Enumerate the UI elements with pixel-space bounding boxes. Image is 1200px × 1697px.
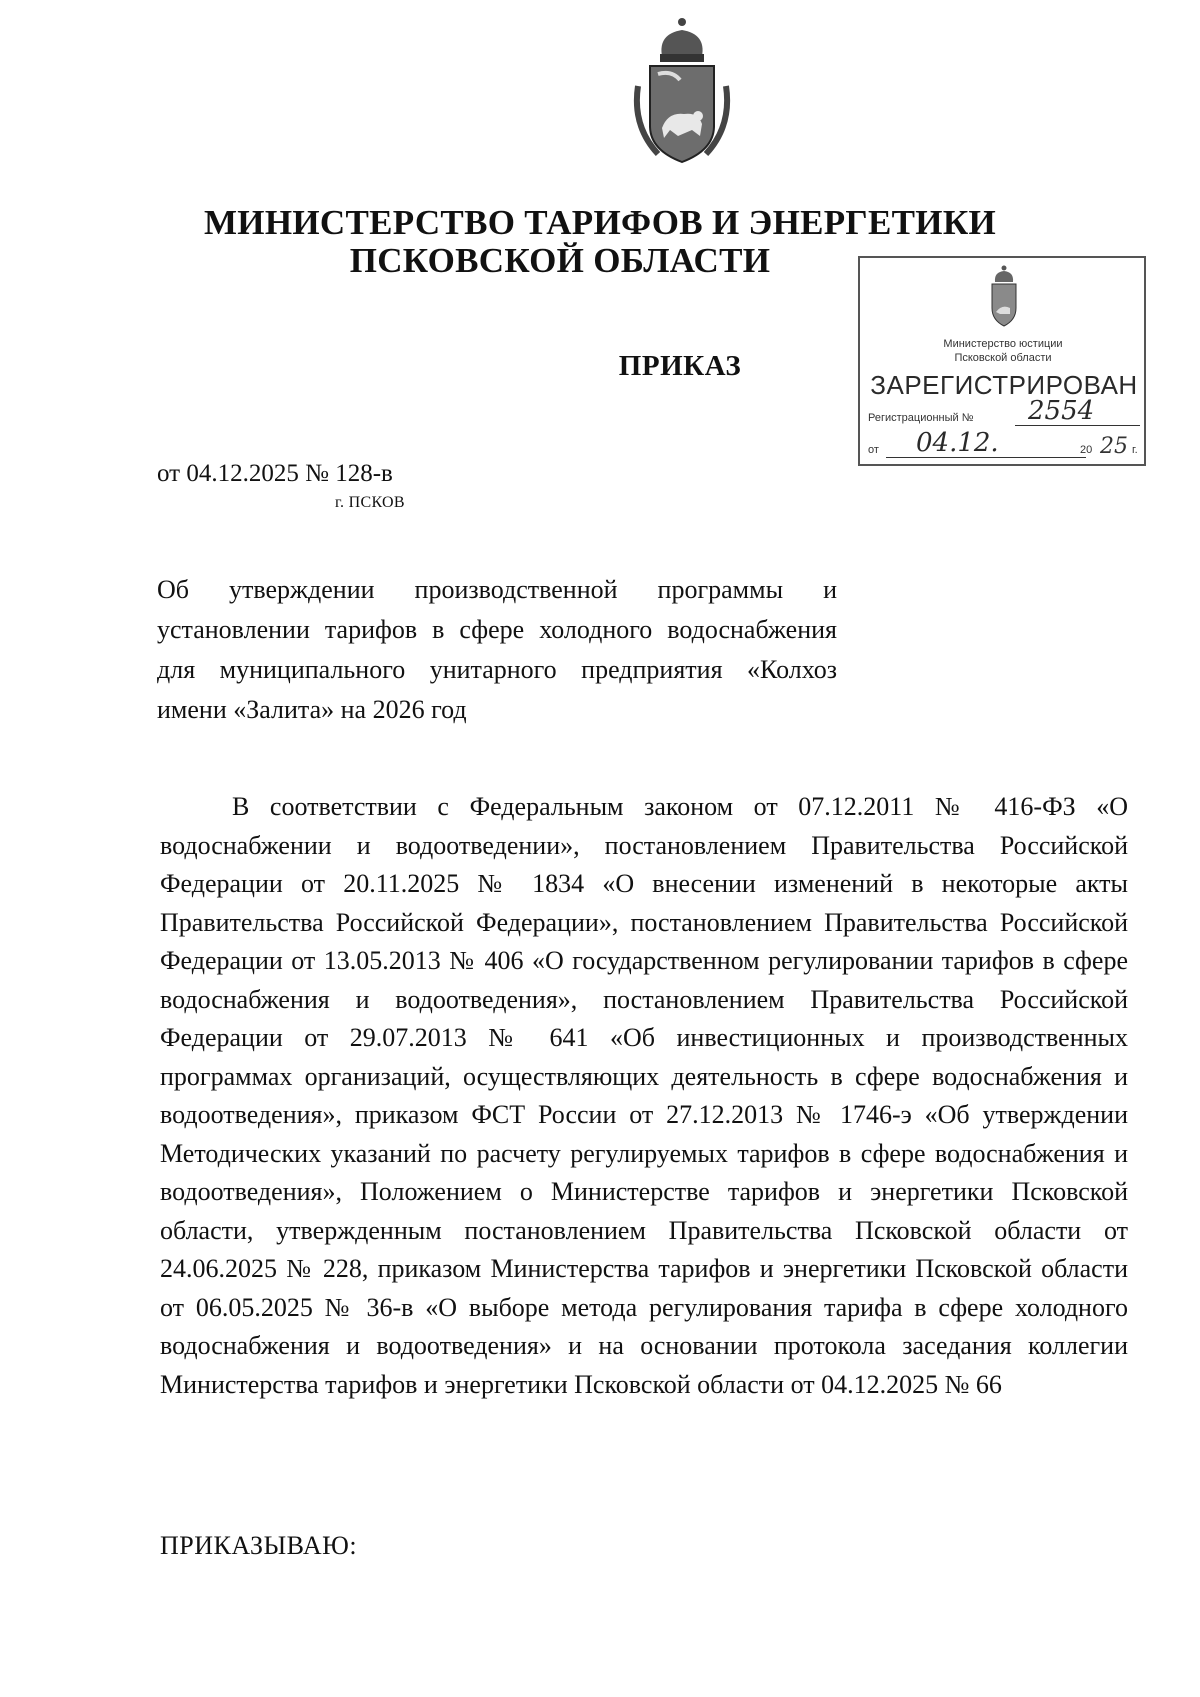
stamp-status: ЗАРЕГИСТРИРОВАН [870, 370, 1138, 400]
stamp-reg-label: Регистрационный № [868, 412, 974, 424]
stamp-year-prefix: 20 [1080, 444, 1093, 456]
order-title: ПРИКАЗ [618, 350, 742, 382]
order-date-number: от 04.12.2025 № 128-в [157, 460, 393, 487]
stamp-org-line2: Псковской области [954, 352, 1052, 364]
registration-stamp [858, 256, 1146, 466]
coat-of-arms-icon [628, 16, 736, 166]
ministry-name-line2: ПСКОВСКОЙ ОБЛАСТИ [349, 241, 771, 280]
order-preamble: В соответствии с Федеральным законом от 07.12.2011 № 416-ФЗ «О водоснабжении и водоотведении», постановлением Правительства Российской Федерации от 20.11.2025 № 1834 «О внесении изменений в некоторые акты Правительства Российской Федерации», постановлением Правительства Российской Федерации от 13.05.2013 № 406 «О государственном регулировании тарифов в сфере водоснабжения и водоотведения», постановлением Правительства Российской Федерации от 29.07.2013 № 641 «Об инвестиционных и производственных программах организаций, осуществляющих деятельность в сфере водоснабжения и водоотведения», приказом ФСТ России от 27.12.2013 № 1746-э «Об утверждении Методических указаний по расчету регулируемых тарифов в сфере водоснабжения и водоотведения», Положением о Министерстве тарифов и энергетики Псковской области, утвержденным постановлением Правительства Псковской области от 24.06.2025 № 228, приказом Министерства тарифов и энергетики Псковской области от 06.05.2025 № 36-в «О выборе метода регулирования тарифа в сфере холодного водоснабжения и водоотведения» и на основании протокола заседания коллегии Министерства тарифов и энергетики Псковской области от 04.12.2025 № 66 [160, 792, 1128, 1399]
stamp-year-suffix: 25 [1100, 434, 1128, 459]
stamp-reg-number: 2554 [1028, 396, 1095, 426]
order-city: г. ПСКОВ [335, 494, 405, 511]
order-directive-word: ПРИКАЗЫВАЮ: [160, 1531, 358, 1560]
ministry-name-line1: МИНИСТЕРСТВО ТАРИФОВ И ЭНЕРГЕТИКИ [203, 203, 997, 242]
stamp-year-unit: г. [1132, 444, 1138, 456]
stamp-date-label: от [868, 444, 879, 456]
order-subject: Об утверждении производственной программы и установлении тарифов в сфере холодного водоснабжения для муниципального унитарного предприятия «Колхоз имени «Залита» на 2026 год [157, 575, 837, 724]
stamp-org-line1: Министерство юстиции [943, 338, 1063, 350]
stamp-coat-of-arms-icon [984, 264, 1024, 328]
stamp-date: 04.12. [916, 428, 999, 458]
